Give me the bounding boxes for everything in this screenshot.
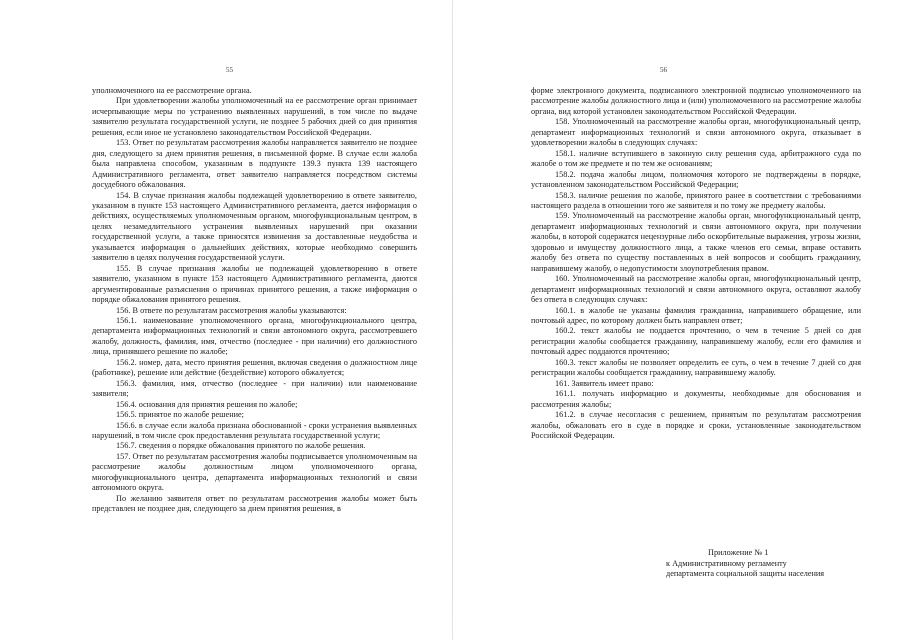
page-text: [92, 86, 417, 515]
page-text: [531, 86, 861, 441]
paragraph: 156.7. сведения о порядке обжалования принятого по жалобе решения.: [116, 441, 366, 451]
paragraph: 156.6. в случае если жалоба признана обоснованной - сроки устранения выявленных нарушений, в том числе срок предоставления результата государственной услуги;: [92, 420, 417, 440]
appendix-block: [666, 548, 876, 580]
paragraph: 156.2. номер, дата, место принятия решения, включая сведения о должностном лице (работнике), решение или действие (бездействие) которого обжалуется;: [92, 357, 417, 378]
paragraph: При удовлетворении жалобы уполномоченный на ее рассмотрение орган принимает исчерпывающие меры по устранению выявленных нарушений, в том числе по выдаче заявителю результата государственной услуги, не позднее 5 рабочих дней со дня принятия решения, если иное не установлено законодательством Российской Федерации.: [92, 96, 417, 137]
paragraph: 157. Ответ по результатам рассмотрения жалобы подписывается уполномоченным на рассмотрение жалобы должностным лицом уполномоченного органа, многофункционального центра, департамента информационных технологий и связи автономного округа.: [92, 451, 417, 493]
appendix-line: к Административному регламенту: [666, 558, 787, 568]
paragraph: 159. Уполномоченный на рассмотрение жалобы орган, многофункциональный центр, департамент информационных технологий и связи автономного округа, при получении жалобы, в которой содержатся нецензурные либо оскорбительные выражения, угрозы жизни, здоровью и имуществу должностного лица, а также членов его семьи, вправе оставить жалобу без ответа по существу поставленных в ней вопросов и сообщить гражданину, направившему жалобу, о недопустимости злоупотребления правом.: [531, 211, 861, 273]
paragraph: 161.2. в случае несогласия с решением, принятым по результатам рассмотрения жалобы, обжаловать его в суде в порядке и сроки, установленные законодательством Российской Федерации.: [531, 410, 861, 440]
paragraph: 158.2. подача жалобы лицом, полномочия которого не подтверждены в порядке, установленном законодательством Российской Федерации;: [531, 169, 861, 190]
page-number: 56: [660, 66, 667, 74]
paragraph: 153. Ответ по результатам рассмотрения жалобы направляется заявителю не позднее дня, следующего за днем принятия решения, в письменной форме. В случае если жалоба была направлена способом, указанным в подпункте 139.3 пункта 139 настоящего Административного регламента, ответ заявителю направляется посредством системы досудебного обжалования.: [92, 138, 417, 190]
paragraph: 158.1. наличие вступившего в законную силу решения суда, арбитражного суда по жалобе о том же предмете и по тем же основаниям;: [531, 148, 861, 169]
paragraph: 160.2. текст жалобы не поддается прочтению, о чем в течение 5 дней со дня регистрации жалобы сообщается гражданину, направившему жалобу, если его фамилия и почтовый адрес поддаются прочтению;: [531, 326, 861, 357]
paragraph: форме электронного документа, подписанного электронной подписью уполномоченного на рассмотрение жалобы должностного лица и (или) уполномоченного на рассмотрение жалобы органа, вид которой установлен законодательством Российской Федерации.: [531, 86, 861, 116]
paragraph: 156.1. наименование уполномоченного органа, многофункционального центра, департамента информационных технологий и связи автономного округа, рассмотревшего жалобу, должность, фамилия, имя, отчество (последнее - при наличии) его должностного лица, принявшего решение по жалобе;: [92, 315, 417, 357]
paragraph: 160. Уполномоченный на рассмотрение жалобы орган, многофункциональный центр, департамент информационных технологий и связи автономного округа, оставляют жалобу без ответа в следующих случаях:: [531, 274, 861, 305]
paragraph: уполномоченного на ее рассмотрение органа.: [92, 86, 252, 95]
left-page: [0, 0, 452, 640]
right-page: [452, 0, 905, 640]
paragraph: 160.3. текст жалобы не позволяет определить ее суть, о чем в течение 7 дней со дня регистрации жалобы сообщается гражданину, направившему жалобу.: [531, 357, 861, 378]
paragraph: 156.5. принятое по жалобе решение;: [116, 410, 244, 420]
paragraph: 154. В случае признания жалобы подлежащей удовлетворению в ответе заявителю, указанном в пункте 153 настоящего Административного регламента, дается информация о действиях, осуществляемых уполномоченным органом, многофункциональным центром, в целях незамедлительного устранения выявленных нарушений при оказании государственной услуги, а также приносятся извинения за доставленные неудобства и указывается информация о дальнейших действиях, которые необходимо совершить заявителю в целях получения государственной услуги.: [92, 190, 417, 263]
paragraph: 160.1. в жалобе не указаны фамилия гражданина, направившего обращение, или почтовый адрес, по которому должен быть направлен ответ;: [531, 305, 861, 325]
paragraph: 156.3. фамилия, имя, отчество (последнее - при наличии) или наименование заявителя;: [92, 378, 417, 399]
paragraph: 156. В ответе по результатам рассмотрения жалобы указываются:: [116, 305, 347, 315]
paragraph: 158.3. наличие решения по жалобе, принятого ранее в соответствии с требованиями настоящего раздела в отношении того же заявителя и по тому же предмету жалобы.: [531, 190, 861, 210]
paragraph: 161. Заявитель имеет право:: [555, 378, 654, 388]
paragraph: 156.4. основания для принятия решения по жалобе;: [116, 399, 298, 409]
paragraph: 161.1. получать информацию и документы, необходимые для обоснования и рассмотрения жалобы;: [531, 389, 861, 409]
paragraph: 155. В случае признания жалобы не подлежащей удовлетворению в ответе заявителю, указанном в пункте 153 настоящего Административного регламента, даются аргументированные разъяснения о причинах принятого решения, а также информация о порядке обжалования принятого решения.: [92, 263, 417, 305]
paragraph: 158. Уполномоченный на рассмотрение жалобы орган, многофункциональный центр, департамент информационных технологий и связи автономного округа, отказывает в удовлетворении жалобы в следующих случаях:: [531, 117, 861, 148]
page-number: 55: [226, 66, 233, 74]
appendix-line: департамента социальной защиты населения: [666, 569, 825, 579]
appendix-title: Приложение № 1: [708, 548, 769, 557]
paragraph: По желанию заявителя ответ по результатам рассмотрения жалобы может быть представлен не позднее дня, следующего за днем принятия решения, в: [92, 493, 417, 514]
